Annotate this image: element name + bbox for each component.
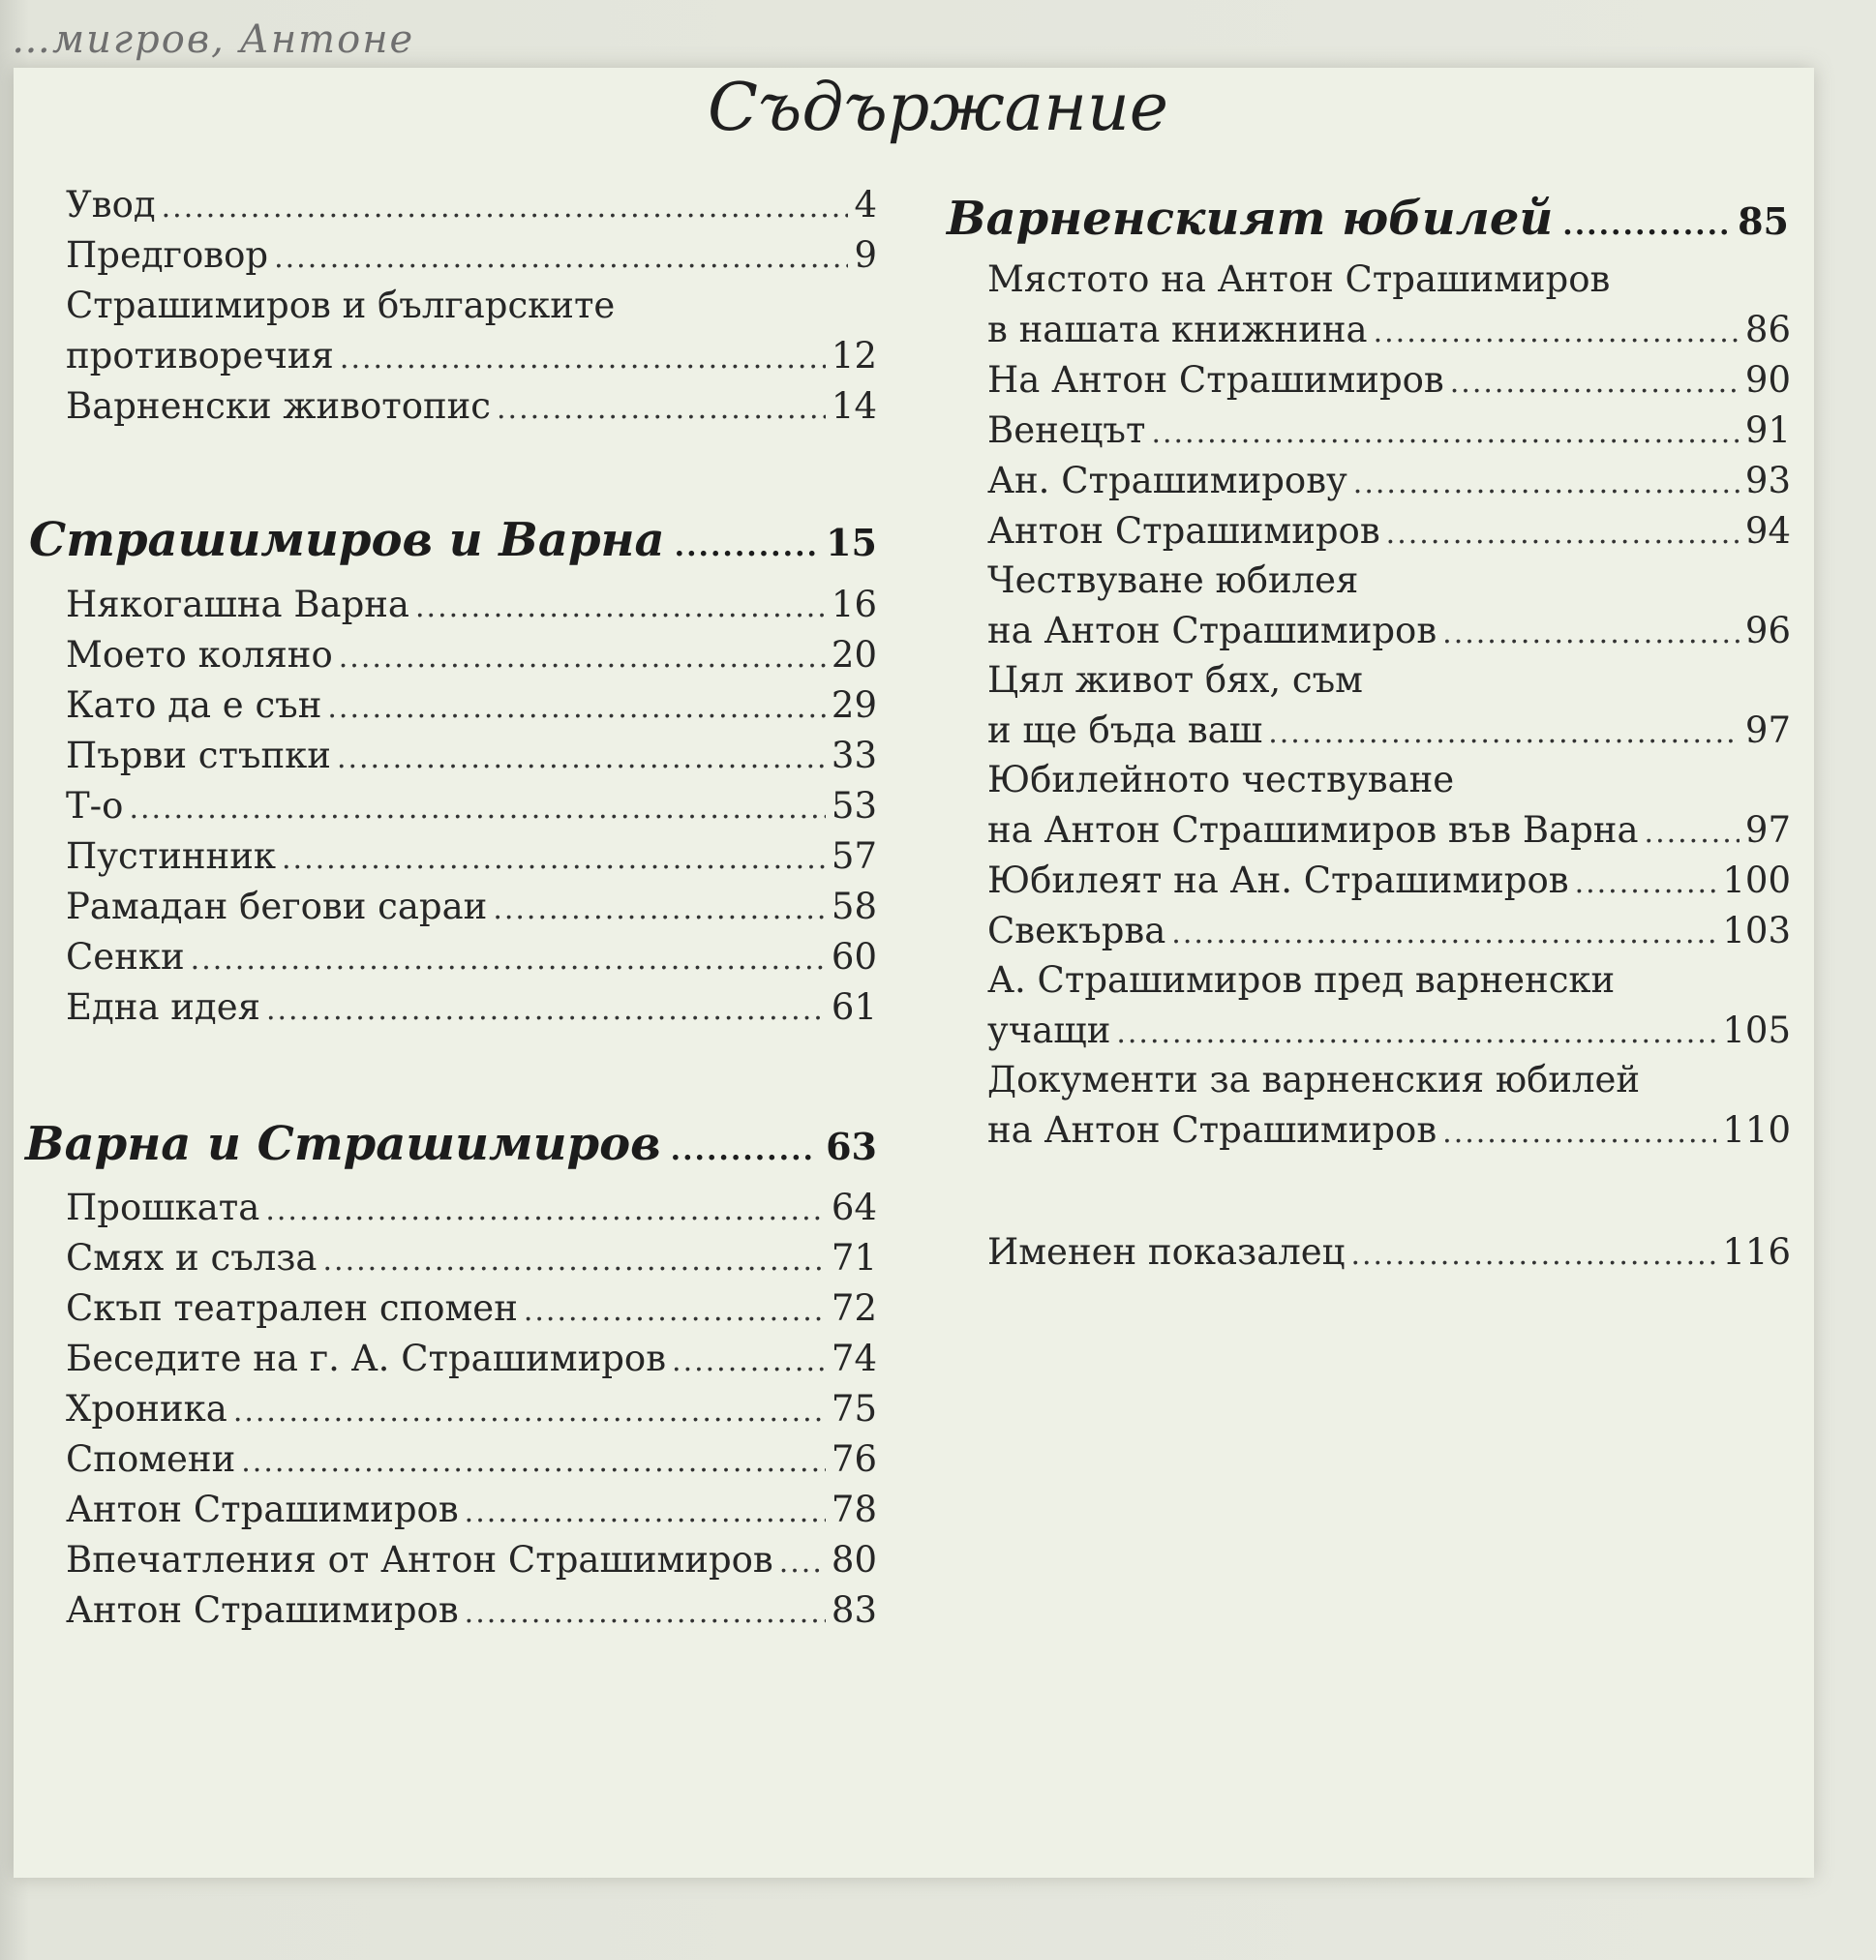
toc-entry-title: Именен показалец <box>987 1231 1346 1273</box>
toc-entry-title: На Антон Страшимиров <box>987 359 1444 401</box>
toc-entry-title: Една идея <box>66 986 260 1028</box>
toc-entry[interactable] <box>987 906 1791 959</box>
toc-entry-page: 97 <box>1744 809 1791 851</box>
toc-entry[interactable] <box>987 805 1791 859</box>
toc-entry-page: 97 <box>1744 709 1791 751</box>
toc-entry[interactable] <box>66 831 877 885</box>
leader-dots <box>465 1488 826 1538</box>
toc-entry[interactable] <box>987 355 1791 408</box>
toc-entry-page: 86 <box>1744 309 1791 350</box>
toc-entry-title: Антон Страшимиров <box>66 1589 459 1631</box>
toc-entry-page: 96 <box>1744 610 1791 651</box>
leader-dots <box>1575 859 1717 909</box>
toc-entry-title: Антон Страшимиров <box>987 510 1380 552</box>
toc-entry-page: 72 <box>831 1287 877 1329</box>
toc-entry[interactable] <box>66 1183 877 1236</box>
leader-dots <box>1353 459 1740 509</box>
leader-dots <box>327 683 826 734</box>
toc-entry-title: Пустинник <box>66 835 276 877</box>
toc-entry-page: 100 <box>1722 859 1791 901</box>
leader-dots <box>282 834 826 885</box>
handwritten-note: …мигров, Антоне <box>12 17 415 62</box>
leader-dots <box>671 1122 816 1180</box>
toc-entry[interactable] <box>66 731 877 784</box>
leader-dots <box>524 1286 826 1337</box>
toc-entry[interactable] <box>66 381 877 435</box>
toc-entry-page: 53 <box>831 785 877 827</box>
toc-entry-title-line2: на Антон Страшимиров във Варна <box>987 809 1639 851</box>
toc-entry[interactable] <box>66 1334 877 1387</box>
leader-dots <box>191 935 826 985</box>
toc-entry[interactable] <box>66 180 877 233</box>
toc-entry[interactable] <box>987 706 1791 759</box>
leader-dots <box>1268 709 1740 759</box>
leader-dots <box>129 784 825 834</box>
toc-entry-page: 105 <box>1722 1010 1791 1051</box>
toc-entry-title: Предговор <box>66 234 269 276</box>
leader-dots <box>1151 408 1739 459</box>
leader-dots <box>274 233 848 284</box>
toc-entry[interactable] <box>987 456 1791 509</box>
toc-entry-title-line2: учащи <box>987 1010 1111 1051</box>
toc-entry-title: Юбилеят на Ан. Страшимиров <box>987 859 1569 901</box>
toc-entry-page: 9 <box>854 234 877 276</box>
toc-entry-title-line1[interactable]: Документи за варненския юбилей <box>987 1059 1641 1101</box>
toc-entry[interactable] <box>66 680 877 734</box>
section-title: Варненският юбилей <box>947 192 1554 246</box>
toc-entry-title: Свекърва <box>987 910 1166 951</box>
toc-entry-title: Прошката <box>66 1187 260 1228</box>
leader-dots <box>323 1236 826 1286</box>
leader-dots <box>1116 1009 1716 1059</box>
toc-entry-page: 12 <box>831 335 877 377</box>
toc-entry[interactable] <box>66 1585 877 1639</box>
toc-entry-page: 93 <box>1744 460 1791 501</box>
toc-entry-page: 57 <box>831 835 877 877</box>
toc-entry-index[interactable] <box>987 1227 1791 1281</box>
leader-dots <box>266 985 826 1036</box>
toc-entry[interactable] <box>987 506 1791 559</box>
leader-dots <box>1645 808 1740 859</box>
toc-section-heading[interactable] <box>25 1115 877 1180</box>
toc-entry-page: 90 <box>1744 359 1791 401</box>
leader-dots <box>1386 509 1740 559</box>
leader-dots <box>465 1588 826 1639</box>
section-page: 63 <box>826 1125 877 1168</box>
leader-dots <box>233 1387 826 1437</box>
toc-entry[interactable] <box>987 856 1791 909</box>
toc-entry-page: 71 <box>831 1237 877 1279</box>
section-title: Страшимиров и Варна <box>29 513 665 567</box>
leader-dots <box>1374 308 1740 358</box>
toc-entry-title-line1[interactable]: Мястото на Антон Страшимиров <box>987 258 1611 300</box>
toc-entry[interactable] <box>987 305 1791 358</box>
leader-dots <box>162 183 849 233</box>
leader-dots <box>1171 909 1716 959</box>
leader-dots <box>493 885 826 935</box>
toc-entry-title: Антон Страшимиров <box>66 1489 459 1530</box>
leader-dots <box>779 1538 826 1588</box>
toc-entry[interactable] <box>66 882 877 935</box>
toc-entry-page: 116 <box>1722 1231 1791 1273</box>
toc-entry-title: Някогашна Варна <box>66 584 409 625</box>
toc-entry-page: 78 <box>831 1489 877 1530</box>
leader-dots <box>1442 609 1740 659</box>
toc-entry-title: Рамадан бегови сараи <box>66 886 488 927</box>
leader-dots <box>1450 358 1740 408</box>
toc-entry[interactable] <box>66 1283 877 1337</box>
toc-entry-page: 110 <box>1722 1109 1791 1151</box>
toc-entry-page: 29 <box>831 684 877 726</box>
toc-entry-title-line2: в нашата книжнина <box>987 309 1368 350</box>
toc-section-heading[interactable] <box>947 190 1789 255</box>
toc-entry-title: Впечатления от Антон Страшимиров <box>66 1539 773 1581</box>
toc-entry-page: 20 <box>831 634 877 676</box>
toc-entry-title: Ан. Страшимирову <box>987 460 1347 501</box>
section-title: Варна и Страшимиров <box>25 1117 661 1171</box>
toc-entry-page: 16 <box>831 584 877 625</box>
toc-entry[interactable] <box>66 230 877 284</box>
toc-entry[interactable] <box>66 1434 877 1488</box>
toc-entry[interactable] <box>66 630 877 683</box>
toc-entry-page: 83 <box>831 1589 877 1631</box>
toc-entry-title: Т-о <box>66 785 124 827</box>
toc-entry-page: 94 <box>1744 510 1791 552</box>
toc-entry[interactable] <box>987 406 1791 459</box>
toc-entry[interactable] <box>66 580 877 633</box>
section-page: 15 <box>826 521 877 564</box>
toc-entry-title: Моето коляно <box>66 634 333 676</box>
toc-entry[interactable] <box>66 1233 877 1286</box>
leader-dots <box>497 384 826 435</box>
toc-entry-title: Първи стъпки <box>66 735 331 776</box>
toc-entry[interactable] <box>66 331 877 384</box>
toc-entry-page: 74 <box>831 1338 877 1379</box>
toc-entry-title: Варненски животопис <box>66 385 492 427</box>
toc-entry-page: 60 <box>831 936 877 978</box>
toc-entry[interactable] <box>66 982 877 1036</box>
leader-dots <box>340 334 826 384</box>
toc-entry-page: 64 <box>831 1187 877 1228</box>
leader-dots <box>337 734 826 784</box>
toc-entry-title-line1[interactable]: Юбилейното чествуване <box>987 759 1455 800</box>
leader-dots <box>1350 1230 1716 1281</box>
toc-entry-title: Хроника <box>66 1388 227 1430</box>
toc-entry-page: 80 <box>831 1539 877 1581</box>
toc-entry-title: Венецът <box>987 409 1146 451</box>
toc-entry[interactable] <box>66 781 877 834</box>
toc-entry[interactable] <box>66 932 877 985</box>
toc-entry[interactable] <box>66 1485 877 1538</box>
toc-entry-title-line1[interactable]: Цял живот бях, съм <box>987 659 1363 701</box>
toc-entry-page: 76 <box>831 1438 877 1480</box>
page-title: Съдържание <box>708 70 1168 146</box>
toc-entry-title-line2: на Антон Страшимиров <box>987 610 1437 651</box>
toc-entry-title: Спомени <box>66 1438 236 1480</box>
toc-entry-title: Беседите на г. А. Страшимиров <box>66 1338 667 1379</box>
toc-section-heading[interactable] <box>29 511 877 576</box>
toc-entry-title-line1[interactable]: Страшимиров и българските <box>66 285 616 326</box>
leader-dots <box>1562 196 1728 255</box>
toc-entry-page: 14 <box>831 385 877 427</box>
toc-entry-page: 58 <box>831 886 877 927</box>
toc-entry-title: Като да е сън <box>66 684 322 726</box>
leader-dots <box>672 1337 826 1387</box>
toc-entry-title: Смях и сълза <box>66 1237 318 1279</box>
toc-entry-title-line2: на Антон Страшимиров <box>987 1109 1437 1151</box>
leader-dots <box>241 1437 826 1488</box>
toc-entry[interactable] <box>66 1384 877 1437</box>
toc-entry-title-line1[interactable]: А. Страшимиров пред варненски <box>987 959 1616 1001</box>
toc-entry-page: 75 <box>831 1388 877 1430</box>
toc-entry-title-line2: и ще бъда ваш <box>987 709 1263 751</box>
toc-entry[interactable] <box>66 1535 877 1588</box>
section-page: 85 <box>1738 199 1789 243</box>
toc-entry[interactable] <box>987 606 1791 659</box>
toc-entry-title-line1[interactable]: Чествуване юбилея <box>987 559 1359 601</box>
toc-entry-page: 91 <box>1744 409 1791 451</box>
toc-entry-title: Сенки <box>66 936 185 978</box>
leader-dots <box>265 1186 826 1236</box>
leader-dots <box>675 518 816 576</box>
toc-entry-page: 33 <box>831 735 877 776</box>
toc-entry-page: 103 <box>1722 910 1791 951</box>
leader-dots <box>1442 1108 1716 1159</box>
toc-entry[interactable] <box>987 1006 1791 1059</box>
leader-dots <box>339 633 826 683</box>
toc-entry-page: 4 <box>854 184 877 226</box>
toc-entry-page: 61 <box>831 986 877 1028</box>
leader-dots <box>415 583 826 633</box>
toc-entry-title-line2: противоречия <box>66 335 334 377</box>
toc-entry-title: Увод <box>66 184 156 226</box>
toc-entry[interactable] <box>987 1105 1791 1159</box>
toc-entry-title: Скъп театрален спомен <box>66 1287 518 1329</box>
